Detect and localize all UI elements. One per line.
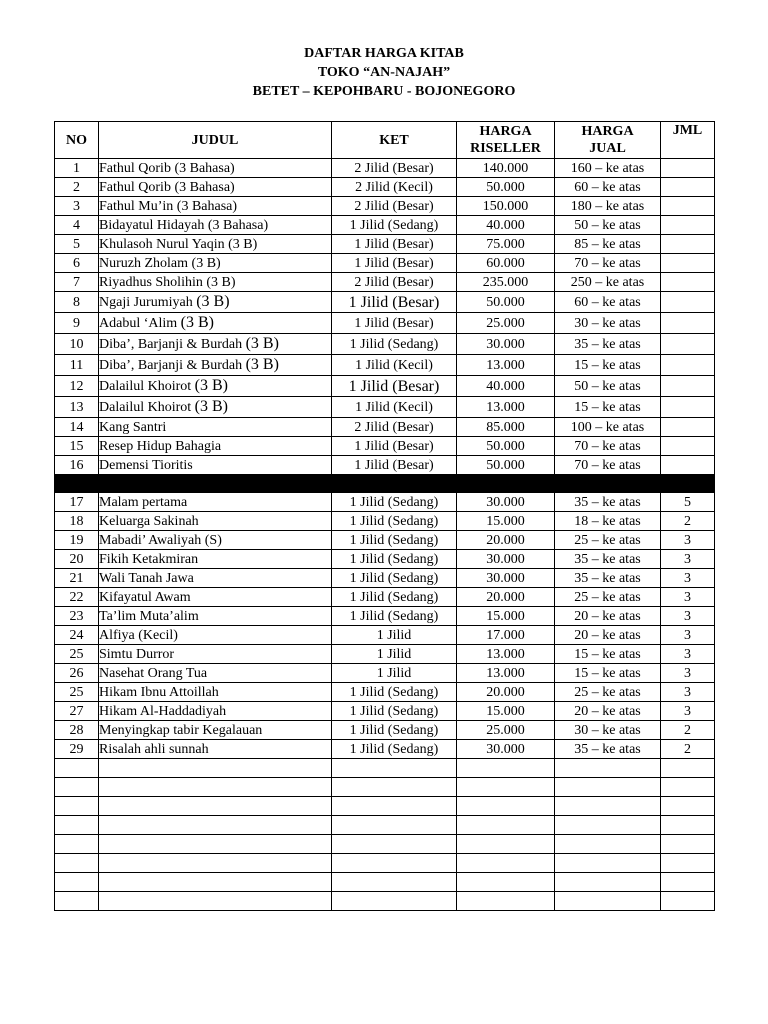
table-row [55, 456, 715, 475]
empty-cell [457, 778, 555, 797]
col-header-harga-jual [555, 122, 661, 159]
empty-row [55, 816, 715, 835]
table-header-row [55, 122, 715, 159]
cell-judul: Nasehat Orang Tua [99, 664, 332, 683]
cell-ket: 1 Jilid (Sedang) [332, 607, 457, 626]
cell-harga-jual: 60 – ke atas [555, 292, 661, 313]
cell-judul-text: Adabul ‘Alim [99, 316, 178, 331]
cell-ket: 2 Jilid (Besar) [332, 418, 457, 437]
cell-harga-riseller: 15.000 [457, 607, 555, 626]
cell-harga-riseller: 60.000 [457, 254, 555, 273]
empty-cell [55, 816, 99, 835]
cell-judul-suffix: (3 B) [180, 314, 214, 331]
col-header-jual-line2: JUAL [589, 141, 626, 156]
cell-judul-text: Ngaji Jurumiyah [99, 295, 193, 310]
cell-jml [661, 254, 715, 273]
cell-harga-riseller: 13.000 [457, 355, 555, 376]
cell-harga-jual: 160 – ke atas [555, 159, 661, 178]
table-row [55, 159, 715, 178]
empty-cell [661, 854, 715, 873]
cell-judul: Nuruzh Zholam (3 B) [99, 254, 332, 273]
cell-no: 11 [55, 355, 99, 376]
empty-cell [661, 835, 715, 854]
cell-harga-riseller: 235.000 [457, 273, 555, 292]
empty-cell [457, 854, 555, 873]
cell-harga-jual: 15 – ke atas [555, 645, 661, 664]
cell-judul: Kang Santri [99, 418, 332, 437]
cell-jml: 5 [661, 493, 715, 512]
table-row [55, 531, 715, 550]
cell-jml: 3 [661, 607, 715, 626]
cell-ket: 1 Jilid (Kecil) [332, 355, 457, 376]
cell-no: 18 [55, 512, 99, 531]
cell-no: 21 [55, 569, 99, 588]
cell-harga-jual: 35 – ke atas [555, 569, 661, 588]
cell-ket: 2 Jilid (Besar) [332, 197, 457, 216]
cell-no: 1 [55, 159, 99, 178]
cell-judul: Khulasoh Nurul Yaqin (3 B) [99, 235, 332, 254]
cell-judul [99, 397, 332, 418]
cell-no: 2 [55, 178, 99, 197]
table-row [55, 254, 715, 273]
cell-ket: 1 Jilid (Sedang) [332, 216, 457, 235]
cell-harga-riseller: 50.000 [457, 437, 555, 456]
cell-harga-riseller: 20.000 [457, 683, 555, 702]
empty-cell [55, 759, 99, 778]
cell-ket: 1 Jilid [332, 626, 457, 645]
cell-jml [661, 456, 715, 475]
empty-cell [457, 873, 555, 892]
cell-harga-riseller: 13.000 [457, 664, 555, 683]
empty-cell [457, 797, 555, 816]
empty-cell [99, 816, 332, 835]
empty-cell [555, 835, 661, 854]
empty-row [55, 835, 715, 854]
empty-cell [555, 873, 661, 892]
empty-cell [457, 816, 555, 835]
cell-no: 7 [55, 273, 99, 292]
table-row [55, 607, 715, 626]
cell-no: 25 [55, 645, 99, 664]
cell-judul-text: Diba’, Barjanji & Burdah [99, 358, 243, 373]
cell-judul: Alfiya (Kecil) [99, 626, 332, 645]
empty-row [55, 797, 715, 816]
cell-harga-jual: 25 – ke atas [555, 683, 661, 702]
cell-no: 23 [55, 607, 99, 626]
cell-judul [99, 376, 332, 397]
cell-ket: 2 Jilid (Besar) [332, 273, 457, 292]
cell-judul: Simtu Durror [99, 645, 332, 664]
cell-harga-jual: 15 – ke atas [555, 355, 661, 376]
empty-row [55, 854, 715, 873]
cell-jml [661, 159, 715, 178]
cell-jml: 3 [661, 588, 715, 607]
cell-judul: Fathul Qorib (3 Bahasa) [99, 159, 332, 178]
cell-no: 16 [55, 456, 99, 475]
empty-cell [99, 778, 332, 797]
cell-jml [661, 216, 715, 235]
cell-harga-riseller: 13.000 [457, 397, 555, 418]
cell-judul: Fathul Mu’in (3 Bahasa) [99, 197, 332, 216]
empty-cell [332, 835, 457, 854]
table-row [55, 292, 715, 313]
cell-jml [661, 418, 715, 437]
cell-jml: 3 [661, 664, 715, 683]
cell-harga-jual: 35 – ke atas [555, 493, 661, 512]
cell-harga-riseller: 17.000 [457, 626, 555, 645]
empty-cell [99, 797, 332, 816]
cell-jml [661, 437, 715, 456]
table-row [55, 512, 715, 531]
cell-judul: Bidayatul Hidayah (3 Bahasa) [99, 216, 332, 235]
cell-harga-jual: 15 – ke atas [555, 664, 661, 683]
table-row [55, 588, 715, 607]
table-row [55, 334, 715, 355]
cell-ket: 2 Jilid (Besar) [332, 159, 457, 178]
separator-bar [55, 475, 715, 493]
cell-ket: 1 Jilid (Besar) [332, 292, 457, 313]
cell-judul: Resep Hidup Bahagia [99, 437, 332, 456]
empty-row [55, 892, 715, 911]
cell-judul-suffix: (3 B) [196, 293, 230, 310]
empty-cell [332, 892, 457, 911]
cell-judul: Mabadi’ Awaliyah (S) [99, 531, 332, 550]
table-body [55, 159, 715, 911]
cell-harga-jual: 15 – ke atas [555, 397, 661, 418]
cell-jml [661, 178, 715, 197]
cell-harga-riseller: 85.000 [457, 418, 555, 437]
cell-harga-jual: 70 – ke atas [555, 254, 661, 273]
cell-judul [99, 313, 332, 334]
cell-harga-jual: 50 – ke atas [555, 216, 661, 235]
cell-judul: Malam pertama [99, 493, 332, 512]
cell-no: 24 [55, 626, 99, 645]
empty-cell [55, 892, 99, 911]
empty-cell [99, 835, 332, 854]
empty-cell [99, 873, 332, 892]
col-header-harga-riseller [457, 122, 555, 159]
cell-harga-jual: 85 – ke atas [555, 235, 661, 254]
table-row [55, 418, 715, 437]
table-row [55, 683, 715, 702]
cell-no: 8 [55, 292, 99, 313]
empty-cell [661, 892, 715, 911]
cell-judul [99, 334, 332, 355]
cell-judul-suffix: (3 B) [194, 377, 228, 394]
empty-cell [332, 778, 457, 797]
table-row [55, 740, 715, 759]
cell-harga-jual: 35 – ke atas [555, 740, 661, 759]
cell-no: 19 [55, 531, 99, 550]
cell-ket: 1 Jilid (Sedang) [332, 702, 457, 721]
cell-no: 10 [55, 334, 99, 355]
cell-harga-jual: 25 – ke atas [555, 531, 661, 550]
empty-row [55, 873, 715, 892]
cell-judul: Fikih Ketakmiran [99, 550, 332, 569]
cell-judul: Demensi Tioritis [99, 456, 332, 475]
cell-judul: Kifayatul Awam [99, 588, 332, 607]
cell-jml [661, 273, 715, 292]
empty-cell [55, 873, 99, 892]
table-row [55, 493, 715, 512]
cell-harga-jual: 30 – ke atas [555, 313, 661, 334]
col-header-judul: JUDUL [99, 122, 332, 159]
empty-cell [555, 816, 661, 835]
cell-judul: Wali Tanah Jawa [99, 569, 332, 588]
cell-harga-riseller: 30.000 [457, 493, 555, 512]
cell-ket: 1 Jilid (Sedang) [332, 721, 457, 740]
empty-cell [555, 892, 661, 911]
cell-harga-jual: 35 – ke atas [555, 334, 661, 355]
empty-cell [99, 892, 332, 911]
table-row [55, 397, 715, 418]
table-row [55, 437, 715, 456]
empty-cell [332, 854, 457, 873]
empty-cell [661, 816, 715, 835]
cell-harga-riseller: 30.000 [457, 550, 555, 569]
cell-jml [661, 355, 715, 376]
empty-cell [457, 892, 555, 911]
cell-harga-jual: 180 – ke atas [555, 197, 661, 216]
empty-cell [332, 759, 457, 778]
empty-row [55, 778, 715, 797]
cell-judul: Riyadhus Sholihin (3 B) [99, 273, 332, 292]
cell-jml [661, 292, 715, 313]
cell-no: 3 [55, 197, 99, 216]
cell-jml: 3 [661, 645, 715, 664]
cell-harga-jual: 35 – ke atas [555, 550, 661, 569]
cell-jml: 3 [661, 569, 715, 588]
cell-no: 17 [55, 493, 99, 512]
cell-ket: 1 Jilid (Besar) [332, 456, 457, 475]
table-row [55, 216, 715, 235]
cell-harga-riseller: 15.000 [457, 702, 555, 721]
cell-no: 27 [55, 702, 99, 721]
cell-jml [661, 313, 715, 334]
cell-harga-riseller: 30.000 [457, 740, 555, 759]
cell-no: 4 [55, 216, 99, 235]
table-row [55, 664, 715, 683]
cell-ket: 1 Jilid (Sedang) [332, 531, 457, 550]
empty-cell [555, 854, 661, 873]
cell-harga-riseller: 50.000 [457, 178, 555, 197]
cell-no: 26 [55, 664, 99, 683]
cell-jml: 2 [661, 740, 715, 759]
cell-judul: Menyingkap tabir Kegalauan [99, 721, 332, 740]
cell-no: 5 [55, 235, 99, 254]
cell-jml: 3 [661, 683, 715, 702]
cell-jml: 2 [661, 721, 715, 740]
store-address: BETET – KEPOHBARU - BOJONEGORO [252, 84, 516, 99]
cell-no: 20 [55, 550, 99, 569]
col-header-jml: JML [661, 122, 715, 159]
document-header [0, 44, 768, 101]
cell-jml: 3 [661, 626, 715, 645]
cell-harga-jual: 60 – ke atas [555, 178, 661, 197]
cell-harga-riseller: 13.000 [457, 645, 555, 664]
table-row [55, 197, 715, 216]
cell-harga-riseller: 40.000 [457, 376, 555, 397]
table-row [55, 569, 715, 588]
table-row [55, 355, 715, 376]
cell-harga-riseller: 30.000 [457, 569, 555, 588]
cell-judul: Hikam Al-Haddadiyah [99, 702, 332, 721]
table-row [55, 626, 715, 645]
cell-harga-jual: 70 – ke atas [555, 456, 661, 475]
col-header-no: NO [55, 122, 99, 159]
cell-no: 6 [55, 254, 99, 273]
empty-cell [457, 759, 555, 778]
cell-ket: 1 Jilid (Besar) [332, 235, 457, 254]
cell-judul: Risalah ahli sunnah [99, 740, 332, 759]
cell-ket: 1 Jilid [332, 645, 457, 664]
cell-harga-jual: 250 – ke atas [555, 273, 661, 292]
empty-cell [457, 835, 555, 854]
cell-no: 29 [55, 740, 99, 759]
empty-cell [55, 854, 99, 873]
cell-harga-riseller: 140.000 [457, 159, 555, 178]
empty-row [55, 759, 715, 778]
cell-judul-suffix: (3 B) [245, 335, 279, 352]
cell-harga-riseller: 25.000 [457, 313, 555, 334]
cell-judul-text: Diba’, Barjanji & Burdah [99, 337, 243, 352]
cell-no: 12 [55, 376, 99, 397]
col-header-ket: KET [332, 122, 457, 159]
empty-cell [55, 797, 99, 816]
cell-no: 9 [55, 313, 99, 334]
cell-ket: 1 Jilid (Kecil) [332, 397, 457, 418]
empty-cell [555, 759, 661, 778]
document-title: DAFTAR HARGA KITAB [304, 46, 464, 61]
cell-jml [661, 334, 715, 355]
cell-harga-jual: 18 – ke atas [555, 512, 661, 531]
cell-no: 28 [55, 721, 99, 740]
empty-cell [55, 835, 99, 854]
empty-cell [661, 759, 715, 778]
cell-ket: 1 Jilid (Besar) [332, 313, 457, 334]
empty-cell [332, 873, 457, 892]
cell-ket: 1 Jilid (Sedang) [332, 334, 457, 355]
cell-harga-jual: 100 – ke atas [555, 418, 661, 437]
cell-no: 14 [55, 418, 99, 437]
cell-judul: Fathul Qorib (3 Bahasa) [99, 178, 332, 197]
cell-ket: 2 Jilid (Kecil) [332, 178, 457, 197]
cell-no: 15 [55, 437, 99, 456]
cell-harga-riseller: 50.000 [457, 456, 555, 475]
empty-cell [332, 797, 457, 816]
table-row [55, 550, 715, 569]
table-row [55, 721, 715, 740]
cell-harga-jual: 25 – ke atas [555, 588, 661, 607]
empty-cell [555, 797, 661, 816]
price-table [54, 121, 715, 911]
separator-row [55, 475, 715, 493]
cell-judul [99, 355, 332, 376]
cell-judul-suffix: (3 B) [194, 398, 228, 415]
empty-cell [55, 778, 99, 797]
cell-harga-riseller: 30.000 [457, 334, 555, 355]
cell-jml [661, 376, 715, 397]
cell-harga-jual: 20 – ke atas [555, 702, 661, 721]
cell-harga-riseller: 25.000 [457, 721, 555, 740]
empty-cell [332, 816, 457, 835]
cell-ket: 1 Jilid (Besar) [332, 254, 457, 273]
cell-judul-suffix: (3 B) [245, 356, 279, 373]
cell-judul-text: Dalailul Khoirot [99, 400, 192, 415]
cell-ket: 1 Jilid (Besar) [332, 376, 457, 397]
table-row [55, 645, 715, 664]
cell-ket: 1 Jilid (Sedang) [332, 493, 457, 512]
cell-harga-jual: 70 – ke atas [555, 437, 661, 456]
table-row [55, 313, 715, 334]
cell-jml [661, 197, 715, 216]
cell-ket: 1 Jilid (Sedang) [332, 588, 457, 607]
cell-jml [661, 397, 715, 418]
cell-harga-riseller: 15.000 [457, 512, 555, 531]
cell-harga-jual: 20 – ke atas [555, 626, 661, 645]
cell-harga-riseller: 75.000 [457, 235, 555, 254]
cell-ket: 1 Jilid (Besar) [332, 437, 457, 456]
empty-cell [99, 759, 332, 778]
cell-ket: 1 Jilid (Sedang) [332, 740, 457, 759]
table-row [55, 376, 715, 397]
col-header-riseller-line2: RISELLER [470, 141, 541, 156]
cell-harga-riseller: 150.000 [457, 197, 555, 216]
col-header-riseller-line1: HARGA [479, 124, 532, 139]
cell-harga-riseller: 20.000 [457, 531, 555, 550]
cell-jml: 2 [661, 512, 715, 531]
store-name: TOKO “AN-NAJAH” [317, 65, 451, 80]
cell-judul [99, 292, 332, 313]
table-row [55, 273, 715, 292]
cell-no: 25 [55, 683, 99, 702]
col-header-jual-line1: HARGA [581, 124, 634, 139]
table-row [55, 702, 715, 721]
cell-judul: Hikam Ibnu Attoillah [99, 683, 332, 702]
cell-judul: Keluarga Sakinah [99, 512, 332, 531]
empty-cell [661, 778, 715, 797]
cell-harga-jual: 50 – ke atas [555, 376, 661, 397]
cell-jml: 3 [661, 531, 715, 550]
cell-harga-riseller: 20.000 [457, 588, 555, 607]
cell-ket: 1 Jilid (Sedang) [332, 512, 457, 531]
cell-ket: 1 Jilid (Sedang) [332, 569, 457, 588]
table-row [55, 235, 715, 254]
cell-ket: 1 Jilid [332, 664, 457, 683]
cell-jml: 3 [661, 550, 715, 569]
cell-harga-riseller: 40.000 [457, 216, 555, 235]
cell-harga-riseller: 50.000 [457, 292, 555, 313]
empty-cell [661, 797, 715, 816]
cell-ket: 1 Jilid (Sedang) [332, 683, 457, 702]
cell-harga-jual: 20 – ke atas [555, 607, 661, 626]
empty-cell [99, 854, 332, 873]
cell-no: 13 [55, 397, 99, 418]
cell-no: 22 [55, 588, 99, 607]
empty-cell [555, 778, 661, 797]
cell-harga-jual: 30 – ke atas [555, 721, 661, 740]
cell-jml [661, 235, 715, 254]
cell-jml: 3 [661, 702, 715, 721]
cell-ket: 1 Jilid (Sedang) [332, 550, 457, 569]
empty-cell [661, 873, 715, 892]
table-row [55, 178, 715, 197]
cell-judul-text: Dalailul Khoirot [99, 379, 192, 394]
cell-judul: Ta’lim Muta’alim [99, 607, 332, 626]
